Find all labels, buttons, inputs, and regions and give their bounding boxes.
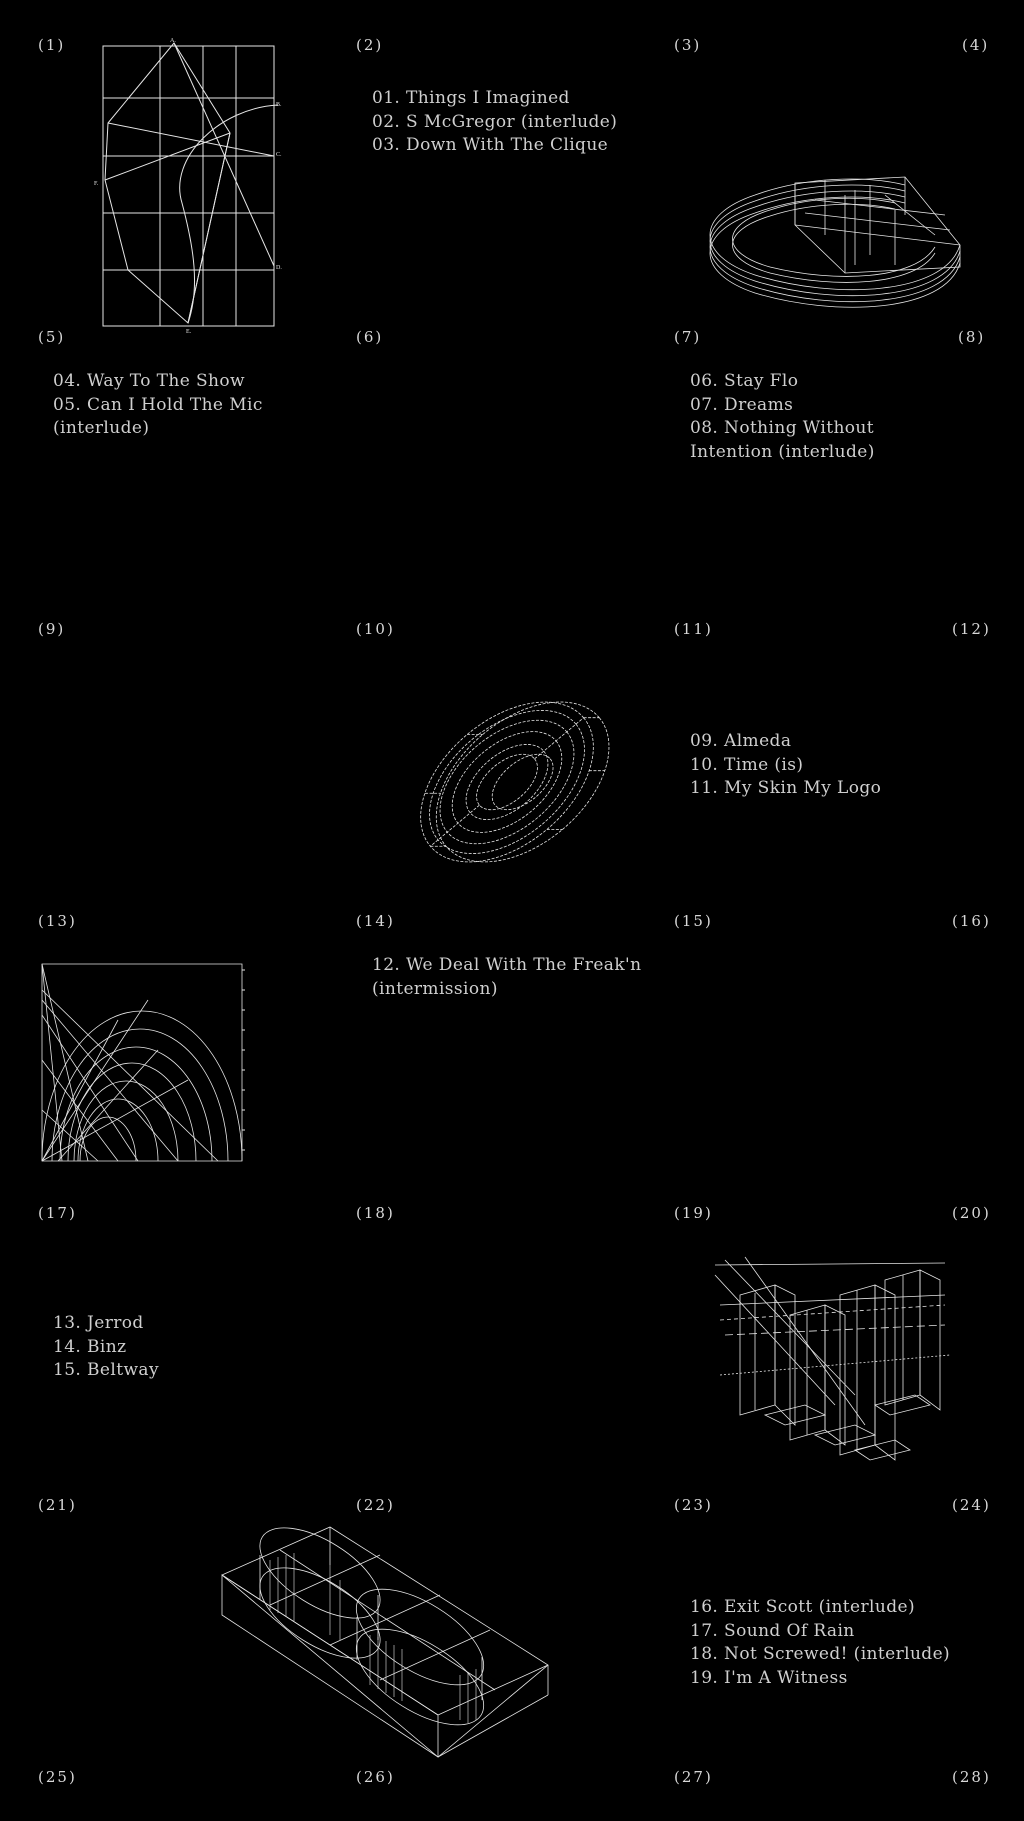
track-item: 19. I'm A Witness: [690, 1667, 848, 1688]
tracklist-6: [53, 1312, 159, 1383]
cell-number-25: (25): [38, 1768, 77, 1786]
cell-number-13: (13): [38, 912, 77, 930]
point-label-e: E.: [186, 329, 192, 335]
cell-number-11: (11): [674, 620, 713, 638]
tracklist-4: [690, 730, 881, 801]
cell-number-15: (15): [674, 912, 713, 930]
track-item: 08. Nothing Without: [690, 418, 875, 438]
cell-number-1: (1): [38, 36, 66, 54]
cell-number-27: (27): [674, 1768, 713, 1786]
cell-number-21: (21): [38, 1496, 77, 1514]
point-label-d: D.: [276, 265, 282, 271]
tracklist-7: [690, 1596, 950, 1690]
track-item: 05. Can I Hold The Mic: [53, 394, 263, 415]
track-item: 01. Things I Imagined: [372, 88, 570, 108]
arcs-plot: [38, 960, 250, 1165]
cell-number-26: (26): [356, 1768, 395, 1786]
cell-number-18: (18): [356, 1204, 395, 1222]
cell-number-16: (16): [952, 912, 991, 930]
cell-number-20: (20): [952, 1204, 991, 1222]
track-item: 11. My Skin My Logo: [690, 778, 882, 798]
track-item: (interlude): [53, 418, 150, 438]
track-item: 17. Sound Of Rain: [690, 1620, 855, 1641]
track-item: 09. Almeda: [690, 731, 792, 751]
track-item: 15. Beltway: [53, 1360, 159, 1380]
cell-number-6: (6): [356, 328, 384, 346]
track-item: 10. Time (is): [690, 754, 804, 775]
ring-wireframe: [410, 685, 625, 875]
tracklist-5: [372, 954, 641, 1001]
tracklist-3: [690, 370, 875, 464]
track-item: 02. S McGregor (interlude): [372, 111, 618, 132]
stepped-bars-wireframe: [715, 1255, 955, 1480]
cell-number-12: (12): [952, 620, 991, 638]
cell-number-4: (4): [962, 36, 990, 54]
track-item: (intermission): [372, 978, 498, 999]
cell-number-19: (19): [674, 1204, 713, 1222]
cell-number-9: (9): [38, 620, 66, 638]
cell-number-2: (2): [356, 36, 384, 54]
cell-number-14: (14): [356, 912, 395, 930]
track-item: 12. We Deal With The Freak'n: [372, 955, 642, 975]
point-label-b: B.: [276, 102, 282, 108]
track-item: 07. Dreams: [690, 394, 794, 415]
cell-number-23: (23): [674, 1496, 713, 1514]
cell-number-5: (5): [38, 328, 66, 346]
cell-number-22: (22): [356, 1496, 395, 1514]
cell-number-3: (3): [674, 36, 702, 54]
tracklist-1: [372, 87, 617, 158]
cell-number-10: (10): [356, 620, 395, 638]
stacked-arc-wireframe: [695, 155, 965, 305]
track-item: 06. Stay Flo: [690, 371, 799, 391]
cell-number-7: (7): [674, 328, 702, 346]
track-item: Intention (interlude): [690, 441, 875, 462]
cell-number-24: (24): [952, 1496, 991, 1514]
cell-number-8: (8): [958, 328, 986, 346]
track-item: 18. Not Screwed! (interlude): [690, 1644, 951, 1664]
track-item: 04. Way To The Show: [53, 371, 245, 391]
tracklist-2: [53, 370, 263, 441]
grid-polygon-diagram: [90, 38, 290, 338]
cell-number-17: (17): [38, 1204, 77, 1222]
track-item: 14. Binz: [53, 1336, 127, 1357]
point-label-c: C.: [276, 152, 282, 158]
track-item: 16. Exit Scott (interlude): [690, 1597, 915, 1617]
point-label-f: F.: [94, 181, 99, 187]
track-item: 13. Jerrod: [53, 1313, 144, 1333]
isometric-cylinders-box: [220, 1525, 550, 1760]
cell-number-28: (28): [952, 1768, 991, 1786]
track-item: 03. Down With The Clique: [372, 135, 609, 155]
point-label-a: A.: [170, 38, 176, 44]
